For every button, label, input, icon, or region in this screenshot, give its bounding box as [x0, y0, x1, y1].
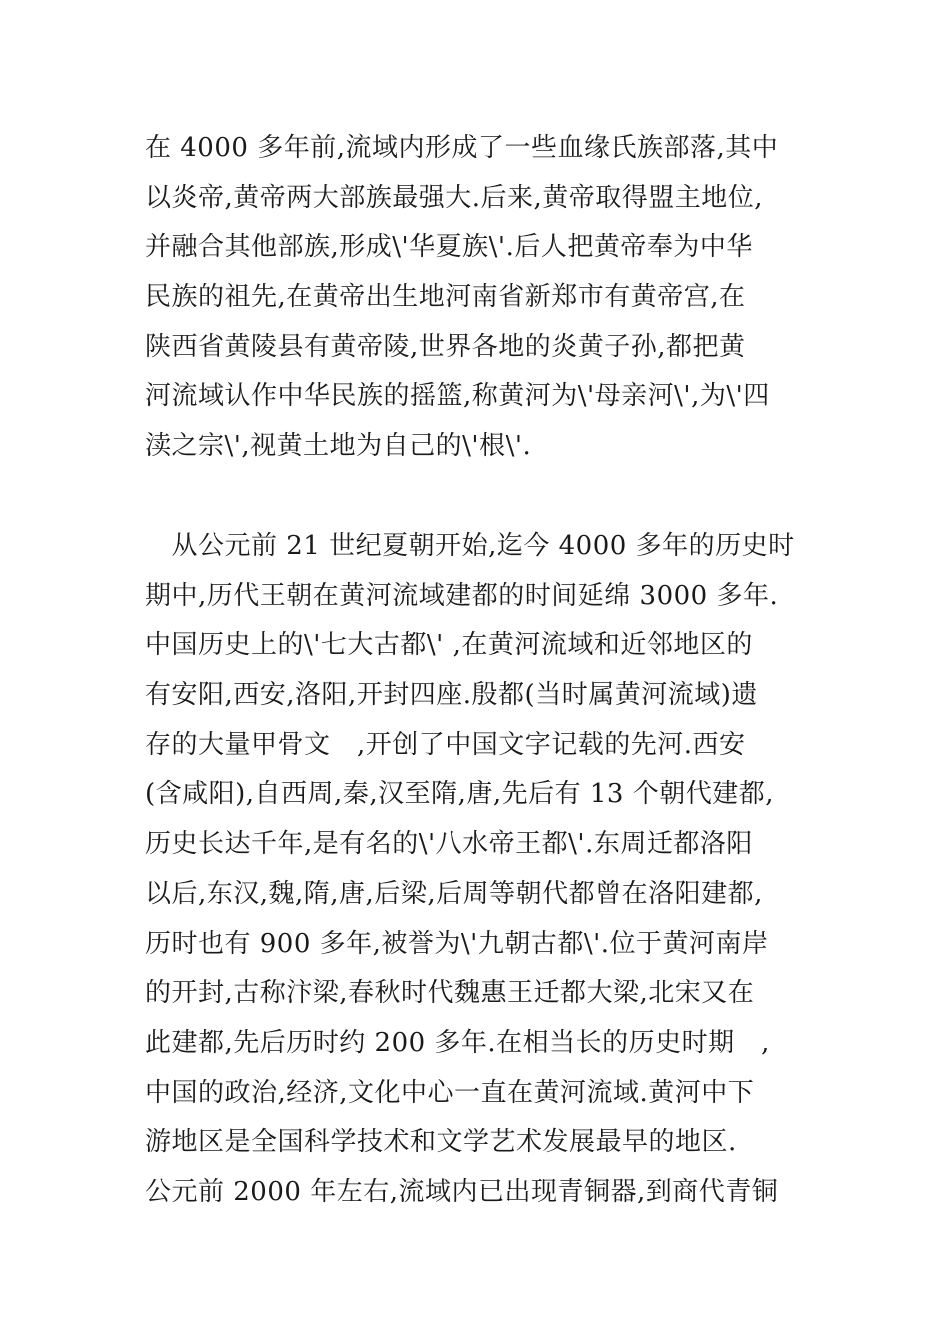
text-line: 中国历史上的\'七大古都\' ,在黄河流域和近邻地区的	[145, 630, 753, 661]
text-line: 期中,历代王朝在黄河流域建都的时间延绵 3000 多年.	[145, 580, 779, 611]
text-line: 游地区是全国科学技术和文学艺术发展最早的地区.	[145, 1127, 737, 1158]
text-line: 此建都,先后历时约 200 多年.在相当长的历史时期 ,	[145, 1027, 770, 1058]
text-line: 中国的政治,经济,文化中心一直在黄河流域.黄河中下	[145, 1077, 755, 1108]
text-line: 存的大量甲骨文 ,开创了中国文字记载的先河.西安	[145, 729, 746, 760]
text-line: 以后,东汉,魏,隋,唐,后梁,后周等朝代都曾在洛阳建都,	[145, 878, 763, 909]
text-line: 并融合其他部族,形成\'华夏族\'.后人把黄帝奉为中华	[145, 232, 753, 263]
text-line: 河流域认作中华民族的摇篮,称黄河为\'母亲河\',为\'四	[145, 381, 770, 412]
text-line: 在 4000 多年前,流域内形成了一些血缘氏族部落,其中	[145, 133, 779, 163]
text-line: 历时也有 900 多年,被誉为\'九朝古都\'.位于黄河南岸	[145, 928, 769, 959]
paragraph-ancient-capitals	[145, 522, 815, 1218]
text-line: 有安阳,西安,洛阳,开封四座.殷都(当时属黄河流域)遗	[145, 680, 758, 711]
text-line: 历史长达千年,是有名的\'八水帝王都\'.东周迁都洛阳	[145, 829, 753, 860]
text-line: 民族的祖先,在黄帝出生地河南省新郑市有黄帝宫,在	[145, 282, 746, 313]
text-line: 以炎帝,黄帝两大部族最强大.后来,黄帝取得盟主地位,	[145, 182, 764, 213]
text-line: 从公元前 21 世纪夏朝开始,迄今 4000 多年的历史时	[145, 531, 795, 561]
text-line: (含咸阳),自西周,秦,汉至隋,唐,先后有 13 个朝代建都,	[145, 779, 774, 810]
text-line: 的开封,古称汴梁,春秋时代魏惠王迁都大梁,北宋又在	[145, 978, 755, 1009]
text-line: 陕西省黄陵县有黄帝陵,世界各地的炎黄子孙,都把黄	[145, 331, 746, 362]
text-line: 公元前 2000 年左右,流域内已出现青铜器,到商代青铜	[145, 1176, 779, 1207]
paragraph-yellow-river-clans	[145, 124, 815, 472]
text-line: 渎之宗\',视黄土地为自己的\'根\'.	[145, 431, 532, 462]
